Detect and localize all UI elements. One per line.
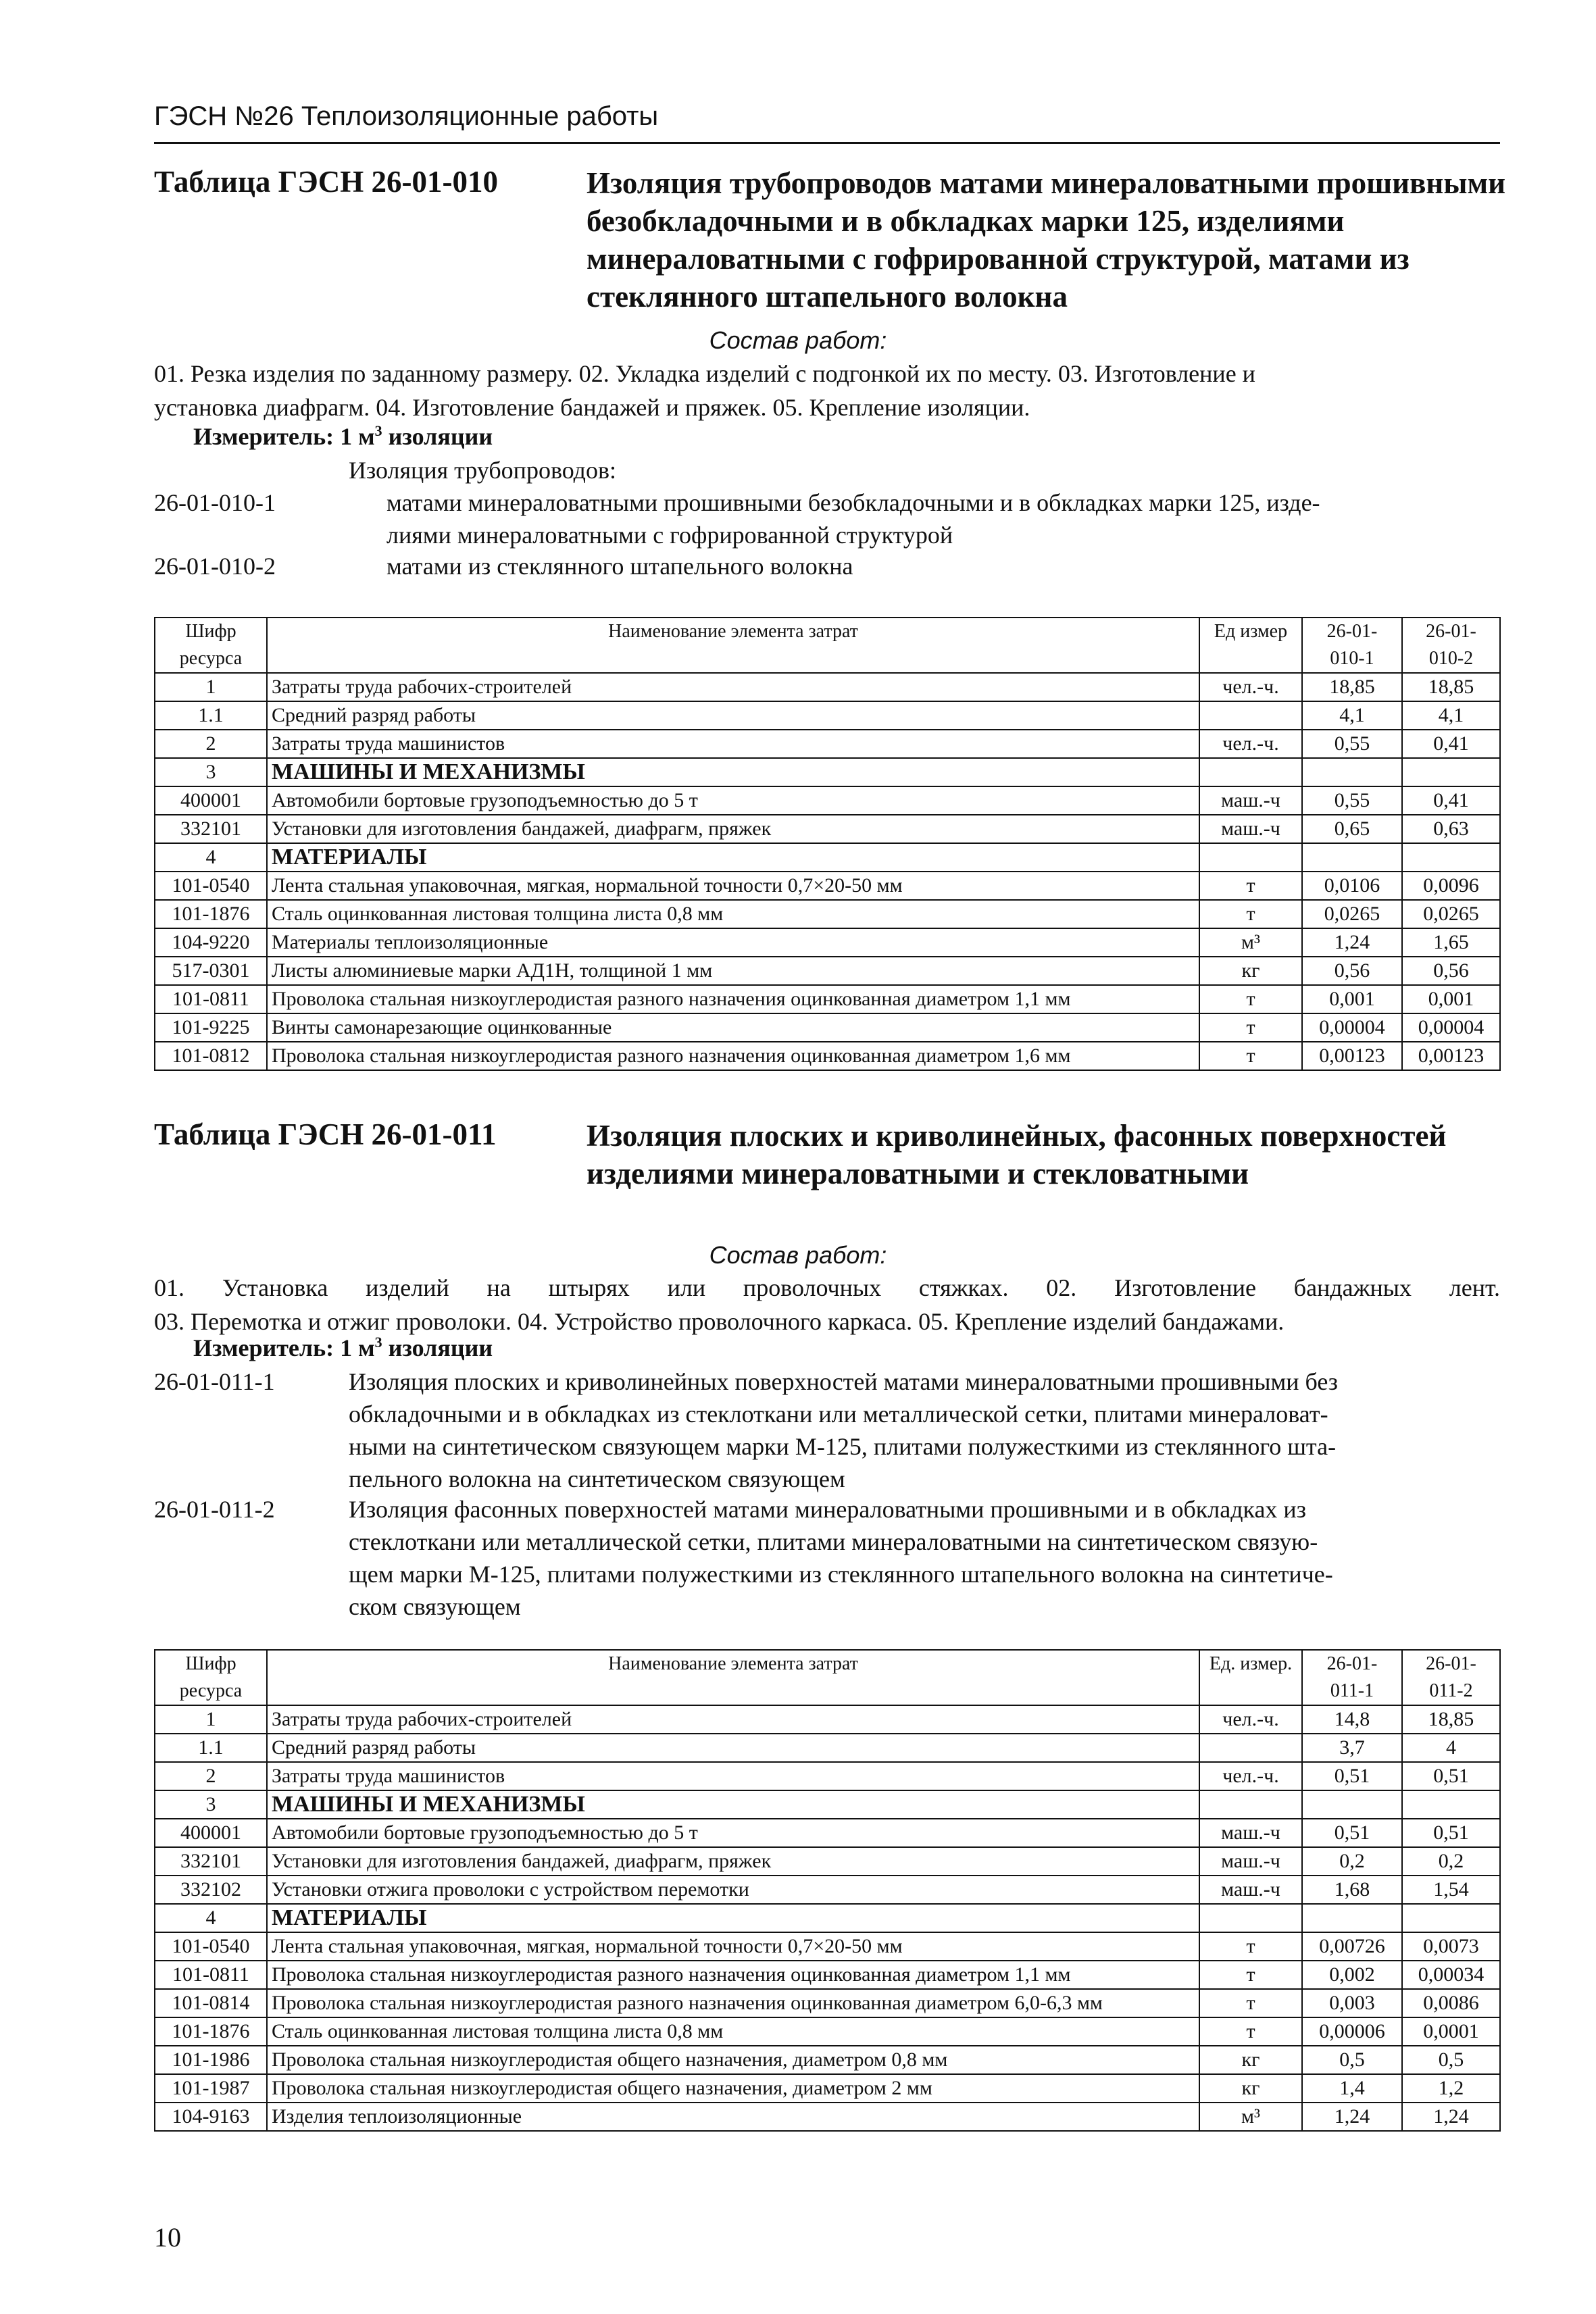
cell-name: Лента стальная упаковочная, мягкая, нормальной точности 0,7×20-50 мм (267, 872, 1199, 900)
cell-code: 4 (155, 1904, 267, 1932)
cell-value-2: 4,1 (1402, 701, 1500, 730)
table-row (155, 673, 1500, 701)
cell-code: 101-9225 (155, 1013, 267, 1042)
table1-norms (154, 617, 1501, 1071)
cell-value-1: 0,55 (1302, 730, 1402, 758)
cell-value-2: 1,24 (1402, 2103, 1500, 2131)
cell-code: 1.1 (155, 1734, 267, 1762)
header-code-line2: ресурса (179, 648, 243, 669)
cell-unit: т (1199, 1013, 1302, 1042)
header-col1-line2: 010-1 (1330, 648, 1374, 669)
header-col2-line2: 010-2 (1428, 648, 1474, 669)
cell-code: 517-0301 (155, 957, 267, 985)
cell-unit (1199, 701, 1302, 730)
cell-value-2: 0,00004 (1402, 1013, 1500, 1042)
table2-item-code: 26-01-011-2 (154, 1496, 275, 1523)
table-row (155, 1013, 1500, 1042)
cell-value-2: 0,56 (1402, 957, 1500, 985)
cell-unit: т (1199, 2017, 1302, 2046)
header-col1-line2: 011-1 (1330, 1680, 1374, 1701)
table-row (155, 1042, 1500, 1070)
table2-work-text (154, 1271, 1500, 1338)
cell-code: 1.1 (155, 701, 267, 730)
cell-name: Лента стальная упаковочная, мягкая, нормальной точности 0,7×20-50 мм (267, 1932, 1199, 1961)
cell-name: Винты самонарезающие оцинкованные (267, 1013, 1199, 1042)
cell-unit: кг (1199, 957, 1302, 985)
table-row (155, 2103, 1500, 2131)
cell-value-1: 0,5 (1302, 2046, 1402, 2074)
cell-code: 400001 (155, 786, 267, 815)
table2-title: Изоляция плоских и криволинейных, фасонных поверхностей изделиями минераловатными и стекловатными (587, 1119, 1447, 1190)
cell-name: МАШИНЫ И МЕХАНИЗМЫ (267, 1790, 1199, 1819)
cell-value-1: 0,0106 (1302, 872, 1402, 900)
cell-value-2: 0,51 (1402, 1819, 1500, 1847)
cell-value-2: 1,2 (1402, 2074, 1500, 2103)
header-unit: Ед. измер. (1199, 1650, 1302, 1705)
cell-code: 101-1986 (155, 2046, 267, 2074)
header-col1 (1302, 1650, 1402, 1705)
table1-meter-label: Измеритель: 1 м (193, 423, 375, 450)
table-row (155, 786, 1500, 815)
table1-item-line: матами из стеклянного штапельного волокна (386, 553, 853, 580)
cell-value-1: 0,00123 (1302, 1042, 1402, 1070)
cell-value-2: 0,0001 (1402, 2017, 1500, 2046)
cell-unit: кг (1199, 2074, 1302, 2103)
cell-name: Сталь оцинкованная листовая толщина листа 0,8 мм (267, 2017, 1199, 2046)
cell-value-1: 18,85 (1302, 673, 1402, 701)
cell-value-2: 0,00034 (1402, 1961, 1500, 1989)
cell-unit: т (1199, 900, 1302, 928)
table-row (155, 815, 1500, 843)
header-col2 (1402, 618, 1500, 673)
cell-value-1: 0,51 (1302, 1819, 1402, 1847)
cell-unit (1199, 758, 1302, 786)
cell-unit: маш.-ч (1199, 1819, 1302, 1847)
table2-item-line: стеклоткани или металлической сетки, плитами минераловатными на синтетическом связую- (349, 1528, 1318, 1555)
table1-item-line: матами минераловатными прошивными безобкладочными и в обкладках марки 125, изде- (386, 489, 1320, 516)
cell-unit: м³ (1199, 2103, 1302, 2131)
table1-work-heading: Состав работ: (709, 326, 887, 354)
cell-unit: т (1199, 1932, 1302, 1961)
cell-value-1: 0,00726 (1302, 1932, 1402, 1961)
cell-value-1: 1,4 (1302, 2074, 1402, 2103)
table1-group-label: Изоляция трубопроводов: (349, 457, 616, 484)
section-row (155, 1904, 1500, 1932)
cell-unit: т (1199, 1961, 1302, 1989)
cell-value-2: 0,63 (1402, 815, 1500, 843)
cell-value-2: 1,65 (1402, 928, 1500, 957)
header-code-line1: Шифр (185, 1653, 236, 1674)
cell-code: 101-1876 (155, 900, 267, 928)
cell-code: 1 (155, 673, 267, 701)
cell-name: Проволока стальная низкоуглеродистая общего назначения, диаметром 2 мм (267, 2074, 1199, 2103)
table2-item-desc (349, 1493, 1470, 1623)
running-head: ГЭСН №26 Теплоизоляционные работы (154, 101, 659, 131)
table2-item-line: Изоляция плоских и криволинейных поверхностей матами минераловатными прошивными без (349, 1368, 1339, 1395)
header-col2-line2: 011-2 (1429, 1680, 1473, 1701)
cell-name: Материалы теплоизоляционные (267, 928, 1199, 957)
cell-value-1: 0,001 (1302, 985, 1402, 1013)
table-row (155, 2046, 1500, 2074)
cell-unit: т (1199, 1042, 1302, 1070)
cell-value-1: 14,8 (1302, 1705, 1402, 1734)
table-row (155, 1819, 1500, 1847)
table-row (155, 1734, 1500, 1762)
cell-unit: маш.-ч (1199, 815, 1302, 843)
cell-unit: маш.-ч (1199, 1847, 1302, 1876)
cell-code: 101-0814 (155, 1989, 267, 2017)
table2-work-heading: Состав работ: (709, 1241, 887, 1269)
cell-value-1: 0,002 (1302, 1961, 1402, 1989)
table2-meter-unit: изоляции (388, 1334, 493, 1361)
table-row (155, 928, 1500, 957)
cell-value-1: 3,7 (1302, 1734, 1402, 1762)
cell-value-2 (1402, 758, 1500, 786)
table-row (155, 1961, 1500, 1989)
cell-value-1: 0,65 (1302, 815, 1402, 843)
cell-value-2: 0,51 (1402, 1762, 1500, 1790)
cell-unit: кг (1199, 2046, 1302, 2074)
cell-value-1: 1,68 (1302, 1876, 1402, 1904)
table2-id: Таблица ГЭСН 26-01-011 (154, 1117, 497, 1151)
table2-item-line: щем марки М-125, плитами полужесткими из стеклянного штапельного волокна на синтетиче- (349, 1561, 1333, 1588)
cell-value-1: 0,2 (1302, 1847, 1402, 1876)
cell-code: 332102 (155, 1876, 267, 1904)
table2-work-line: 01. Установка изделий на штырях или проволочных стяжках. 02. Изготовление бандажных лент. (154, 1274, 1500, 1301)
cell-code: 101-0811 (155, 985, 267, 1013)
cell-name: МАТЕРИАЛЫ (267, 1904, 1199, 1932)
table2-body (155, 1705, 1500, 2131)
table1-id: Таблица ГЭСН 26-01-010 (154, 165, 498, 199)
cell-unit (1199, 1734, 1302, 1762)
cell-unit: чел.-ч. (1199, 730, 1302, 758)
table1-item-line: лиями минераловатными с гофрированной структурой (386, 522, 953, 549)
cell-value-1 (1302, 1904, 1402, 1932)
header-unit: Ед измер (1199, 618, 1302, 673)
table1-body (155, 673, 1500, 1070)
table2-item-desc (349, 1365, 1470, 1495)
cell-value-2: 1,54 (1402, 1876, 1500, 1904)
cell-value-2: 4 (1402, 1734, 1500, 1762)
cell-value-2: 0,41 (1402, 730, 1500, 758)
cell-unit: маш.-ч (1199, 1876, 1302, 1904)
cell-unit: т (1199, 1989, 1302, 2017)
cell-value-1: 0,56 (1302, 957, 1402, 985)
table2-norms (154, 1649, 1501, 2132)
cell-value-2: 0,5 (1402, 2046, 1500, 2074)
cell-value-1: 0,55 (1302, 786, 1402, 815)
cell-code: 101-0811 (155, 1961, 267, 1989)
header-code (155, 1650, 267, 1705)
cell-value-2: 18,85 (1402, 1705, 1500, 1734)
cell-value-1: 1,24 (1302, 928, 1402, 957)
cell-value-1: 0,003 (1302, 1989, 1402, 2017)
cell-name: МАТЕРИАЛЫ (267, 843, 1199, 872)
cell-value-1: 0,0265 (1302, 900, 1402, 928)
section-row (155, 1790, 1500, 1819)
cell-name: Автомобили бортовые грузоподъемностью до 5 т (267, 1819, 1199, 1847)
cell-code: 4 (155, 843, 267, 872)
header-col1-line1: 26-01- (1326, 621, 1378, 642)
header-code-line1: Шифр (185, 621, 236, 642)
table-row (155, 730, 1500, 758)
cell-value-1 (1302, 1790, 1402, 1819)
cell-name: Автомобили бортовые грузоподъемностью до 5 т (267, 786, 1199, 815)
cell-value-2: 0,2 (1402, 1847, 1500, 1876)
section-row (155, 843, 1500, 872)
cell-value-2: 0,0096 (1402, 872, 1500, 900)
cell-name: Затраты труда рабочих-строителей (267, 1705, 1199, 1734)
header-col2-line1: 26-01- (1426, 1653, 1476, 1674)
cell-name: Средний разряд работы (267, 1734, 1199, 1762)
cell-value-1: 0,51 (1302, 1762, 1402, 1790)
table1-item-code: 26-01-010-2 (154, 553, 276, 580)
table2-item-line: обкладочными и в обкладках из стеклоткани или металлической сетки, плитами минераловат- (349, 1401, 1328, 1428)
cell-code: 101-0540 (155, 1932, 267, 1961)
cell-unit: т (1199, 872, 1302, 900)
cell-name: Затраты труда машинистов (267, 730, 1199, 758)
cell-unit: т (1199, 985, 1302, 1013)
cell-value-1 (1302, 843, 1402, 872)
table1-item-code: 26-01-010-1 (154, 489, 276, 516)
cell-unit: чел.-ч. (1199, 1762, 1302, 1790)
cell-value-1 (1302, 758, 1402, 786)
cell-value-2: 0,001 (1402, 985, 1500, 1013)
table1-meter: Измеритель: 1 $м^3$ изоляции (193, 422, 493, 450)
table-row (155, 1847, 1500, 1876)
cell-name: МАШИНЫ И МЕХАНИЗМЫ (267, 758, 1199, 786)
cell-name: Затраты труда рабочих-строителей (267, 673, 1199, 701)
table2-work-line: 03. Перемотка и отжиг проволоки. 04. Устройство проволочного каркаса. 05. Крепление изделий бандажами. (154, 1308, 1285, 1335)
header-code (155, 618, 267, 673)
table-row (155, 872, 1500, 900)
table2-meter-label: Измеритель: 1 м (193, 1334, 375, 1361)
cell-value-1: 1,24 (1302, 2103, 1402, 2131)
header-code-line2: ресурса (179, 1680, 243, 1701)
table2-item-line: ными на синтетическом связующем марки М-125, плитами полужесткими из стеклянного шта- (349, 1433, 1337, 1460)
cell-value-1: 0,00006 (1302, 2017, 1402, 2046)
cell-code: 3 (155, 1790, 267, 1819)
table-row (155, 2074, 1500, 2103)
table-row (155, 957, 1500, 985)
header-col2 (1402, 1650, 1500, 1705)
cell-value-2 (1402, 1790, 1500, 1819)
header-col1 (1302, 618, 1402, 673)
cell-code: 104-9220 (155, 928, 267, 957)
table-row (155, 701, 1500, 730)
page-number: 10 (154, 2222, 181, 2253)
table2-item-line: Изоляция фасонных поверхностей матами минераловатными прошивными и в обкладках из (349, 1496, 1306, 1523)
cell-code: 104-9163 (155, 2103, 267, 2131)
table1-work-line: 01. Резка изделия по заданному размеру. 02. Укладка изделий с подгонкой их по месту. 03. Изготовление и (154, 360, 1255, 387)
cell-name: Листы алюминиевые марки АД1Н, толщиной 1 мм (267, 957, 1199, 985)
cell-code: 332101 (155, 815, 267, 843)
cell-value-2: 0,41 (1402, 786, 1500, 815)
cell-name: Проволока стальная низкоуглеродистая общего назначения, диаметром 0,8 мм (267, 2046, 1199, 2074)
table-row (155, 1989, 1500, 2017)
table-row (155, 1932, 1500, 1961)
header-col1-line1: 26-01- (1326, 1653, 1378, 1674)
header-name: Наименование элемента затрат (267, 1650, 1199, 1705)
cell-code: 101-1987 (155, 2074, 267, 2103)
cell-name: Установки для изготовления бандажей, диафрагм, пряжек (267, 815, 1199, 843)
header-name: Наименование элемента затрат (267, 618, 1199, 673)
cell-value-2 (1402, 843, 1500, 872)
table-row (155, 1762, 1500, 1790)
table2-item-line: ском связующем (349, 1593, 521, 1620)
table2-item-code: 26-01-011-1 (154, 1368, 275, 1395)
cell-value-2: 0,00123 (1402, 1042, 1500, 1070)
table1-item-desc (386, 486, 1495, 551)
cell-code: 101-0812 (155, 1042, 267, 1070)
table2-meter: Измеритель: 1 $м^3$ изоляции (193, 1334, 493, 1361)
cell-unit: чел.-ч. (1199, 1705, 1302, 1734)
cell-name: Сталь оцинкованная листовая толщина листа 0,8 мм (267, 900, 1199, 928)
cell-unit: маш.-ч (1199, 786, 1302, 815)
cell-value-2: 0,0073 (1402, 1932, 1500, 1961)
cell-name: Изделия теплоизоляционные (267, 2103, 1199, 2131)
cell-value-1: 4,1 (1302, 701, 1402, 730)
cell-name: Проволока стальная низкоуглеродистая разного назначения оцинкованная диаметром 6,0-6,3 мм (267, 1989, 1199, 2017)
cell-name: Затраты труда машинистов (267, 1762, 1199, 1790)
table1-title: Изоляция трубопроводов матами минераловатными прошивными безобкладочными и в обкладках марки 125, изделиями минераловатными с гофрированной структурой, матами из стеклянного штапельного волокна (587, 166, 1506, 313)
table1-work-line: установка диафрагм. 04. Изготовление бандажей и пряжек. 05. Крепление изоляции. (154, 394, 1030, 421)
table-row (155, 1876, 1500, 1904)
cell-code: 400001 (155, 1819, 267, 1847)
running-head-rule (154, 142, 1500, 144)
table1-meter-unit: изоляции (388, 423, 493, 450)
cell-unit (1199, 843, 1302, 872)
cell-name: Проволока стальная низкоуглеродистая разного назначения оцинкованная диаметром 1,1 мм (267, 985, 1199, 1013)
cell-unit: чел.-ч. (1199, 673, 1302, 701)
table2-header-row (155, 1650, 1500, 1705)
table-row (155, 2017, 1500, 2046)
table-row (155, 1705, 1500, 1734)
cell-code: 1 (155, 1705, 267, 1734)
table2-item-line: пельного волокна на синтетическом связующем (349, 1465, 845, 1492)
cell-unit (1199, 1790, 1302, 1819)
cell-name: Установки отжига проволоки с устройством перемотки (267, 1876, 1199, 1904)
table-row (155, 985, 1500, 1013)
table1-item-desc (386, 550, 1495, 582)
cell-code: 3 (155, 758, 267, 786)
header-col2-line1: 26-01- (1426, 621, 1476, 642)
section-row (155, 758, 1500, 786)
cell-value-2 (1402, 1904, 1500, 1932)
cell-unit: м³ (1199, 928, 1302, 957)
cell-code: 332101 (155, 1847, 267, 1876)
cell-code: 2 (155, 730, 267, 758)
cell-value-2: 0,0265 (1402, 900, 1500, 928)
table1-work-text (154, 357, 1500, 424)
cell-value-2: 0,0086 (1402, 1989, 1500, 2017)
cell-name: Средний разряд работы (267, 701, 1199, 730)
cell-unit (1199, 1904, 1302, 1932)
table-row (155, 900, 1500, 928)
cell-name: Проволока стальная низкоуглеродистая разного назначения оцинкованная диаметром 1,6 мм (267, 1042, 1199, 1070)
cell-code: 2 (155, 1762, 267, 1790)
cell-code: 101-0540 (155, 872, 267, 900)
table1-header-row (155, 618, 1500, 673)
cell-code: 101-1876 (155, 2017, 267, 2046)
cell-name: Проволока стальная низкоуглеродистая разного назначения оцинкованная диаметром 1,1 мм (267, 1961, 1199, 1989)
cell-value-1: 0,00004 (1302, 1013, 1402, 1042)
cell-value-2: 18,85 (1402, 673, 1500, 701)
cell-name: Установки для изготовления бандажей, диафрагм, пряжек (267, 1847, 1199, 1876)
